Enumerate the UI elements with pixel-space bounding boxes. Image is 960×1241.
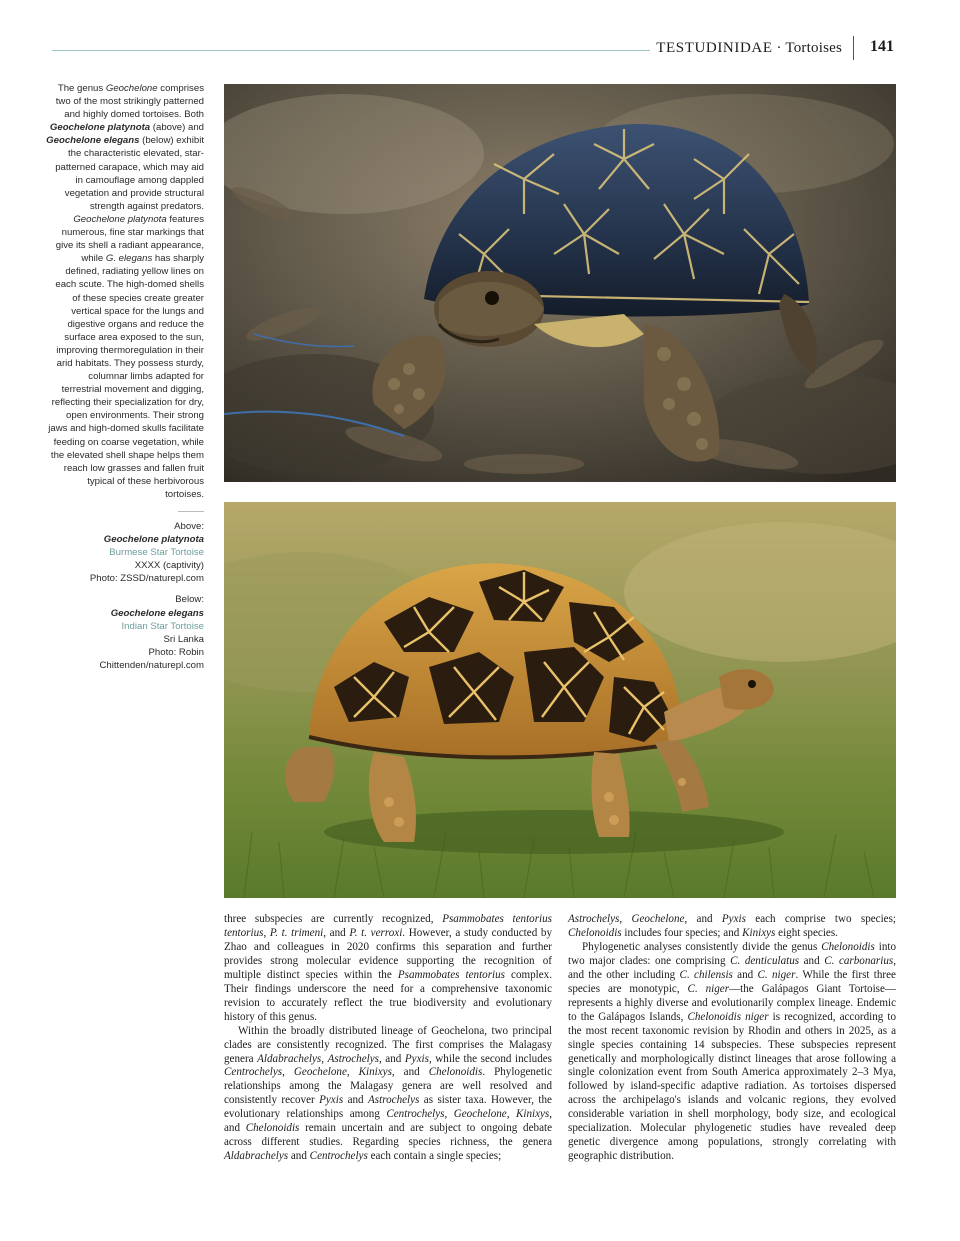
taxon-name: Kinixys xyxy=(515,1108,550,1121)
tortoise-illustration-bottom xyxy=(224,502,896,898)
taxon-name: Astrochelys xyxy=(568,913,620,925)
taxon-name: Geochelone xyxy=(105,83,158,94)
photo-burmese-star-tortoise xyxy=(224,84,896,482)
text-run: , and xyxy=(684,913,722,925)
text-run: , xyxy=(619,913,632,925)
taxon-name: Kinixys xyxy=(358,1066,392,1079)
text-run: , xyxy=(346,1066,359,1079)
taxon-name: Chelonoidis xyxy=(245,1122,300,1135)
taxon-name: Geochelone xyxy=(631,913,685,925)
taxon-name: Chelonoidis niger xyxy=(687,1010,769,1023)
text-run: remain uncertain and are subject to ongoing debate across different studies. Regarding species richness, the genera xyxy=(224,1122,553,1149)
taxon-name: Geochelone xyxy=(293,1066,347,1079)
taxon-name: Centrochelys xyxy=(224,1066,283,1079)
header-rule xyxy=(52,50,650,51)
credit-position: Below: xyxy=(175,594,204,606)
credit-photographer: Photo: ZSSD/naturepl.com xyxy=(89,573,204,585)
text-run: , xyxy=(321,1052,328,1065)
text-run: as sister taxa. However, the evolutionary relationships among xyxy=(224,1094,552,1121)
text-run: . While the first three species are monotypic, xyxy=(568,968,896,995)
credit-common-name: Burmese Star Tortoise xyxy=(109,547,204,559)
credit-above xyxy=(46,520,204,585)
taxon-name: C. niger xyxy=(757,968,796,981)
taxon-name: Geochelone platynota xyxy=(73,213,167,225)
text-run: , and xyxy=(323,926,350,939)
running-head-separator: · xyxy=(772,40,786,56)
text-run: , xyxy=(444,1108,454,1121)
taxon-name: Aldabrachelys xyxy=(257,1052,322,1065)
text-run: , and xyxy=(224,1108,553,1135)
text-run: three subspecies are currently recognized, xyxy=(224,913,443,925)
photo-caption-sidebar xyxy=(46,82,204,680)
text-run: , xyxy=(282,1066,294,1079)
credit-location: Sri Lanka xyxy=(163,633,204,645)
text-run: each contain a single species; xyxy=(367,1150,502,1163)
text-run: (below) exhibit the characteristic elevated, star-patterned carapace, which may aid in camouflage among dappled vegetation and provide structural strength against predators. xyxy=(55,135,204,212)
text-run: each comprise two species; xyxy=(745,913,896,925)
taxon-name: Centrochelys xyxy=(309,1150,368,1163)
text-run: , and xyxy=(391,1066,429,1079)
photo-indian-star-tortoise xyxy=(224,502,896,898)
credit-scientific-name: Geochelone platynota xyxy=(103,534,204,546)
taxon-name: Geochelone platynota xyxy=(49,122,151,134)
body-paragraph xyxy=(224,913,552,1025)
page-number: 141 xyxy=(870,38,894,55)
taxon-name: Pyxis xyxy=(319,1094,344,1107)
tortoise-illustration-top xyxy=(224,84,896,482)
taxon-name: C. chilensis xyxy=(679,968,733,981)
body-column-right xyxy=(568,913,896,1164)
running-head-section: TESTUDINIDAE xyxy=(656,40,773,56)
text-run: , while the second includes xyxy=(428,1052,552,1065)
text-run: —the Galápagos Giant Tortoise—represents a highly diverse and evolutionarily complex lineage. Endemic to the Galápagos Islands, xyxy=(568,982,897,1023)
taxon-name: Astrochelys xyxy=(368,1094,420,1107)
body-paragraph xyxy=(568,941,896,1164)
taxon-name: P. t. verroxi xyxy=(349,926,403,939)
text-run: includes four species; and xyxy=(621,926,743,939)
credit-position: Above: xyxy=(174,521,204,532)
taxon-name: C. denticulatus xyxy=(730,954,800,967)
text-run: features numerous, fine star markings that give its shell a radiant appearance, while xyxy=(55,213,204,265)
taxon-name: Geochelone xyxy=(453,1108,507,1121)
taxon-name: Psammobates tentorius tentorius xyxy=(224,913,552,939)
text-run: is recognized, according to the most recent taxonomic revision by Rhodin and others in 2025, as a single species containing 14 subspecies. These subspecies represent genetically and morphologically distinct lineages that arose following a single colonization event from South America approximately 2–3 Mya, followed by island-specific adaptive radiation. As tortoises dispersed across the archipelago's islands and volcanic regions, they evolved considerable variation in shell morphology, body size, and ecological specialization. Molecular phylogenetic studies have revealed deep genetic divergence among populations, strongly correlating with geographic distribution. xyxy=(568,1010,896,1163)
text-run: has sharply defined, radiating yellow lines on each scute. The high-domed shells of these species create greater vertical space for the lungs and digestive organs and reduce the surface area exposed to the sun, improving thermoregulation in their arid habitats. They possess sturdy, columnar limbs adapted for terrestrial movement and digging, reflecting their specialization for dry, open environments. Their strong jaws and high-domed skulls facilitate feeding on coarse vegetation, while the elevated shell shape helps them reach low grasses and fallen fruit typical of these herbivorous tortoises. xyxy=(48,253,204,500)
body-column-left xyxy=(224,913,552,1164)
text-run: and xyxy=(343,1094,369,1107)
taxon-name: Chelonoidis xyxy=(428,1066,483,1079)
taxon-name: Astrochelys xyxy=(327,1052,379,1065)
taxon-name: Psammobates tentorius xyxy=(397,968,505,981)
caption-text xyxy=(46,82,204,501)
taxon-name: G. elegans xyxy=(105,253,153,265)
text-run: Phylogenetic analyses consistently divide the genus xyxy=(582,940,822,953)
text-run: . Phylogenetic relationships among the Malagasy genera are well resolved and consistently recover xyxy=(224,1066,552,1107)
credit-location: XXXX (captivity) xyxy=(134,560,204,572)
taxon-name: Pyxis xyxy=(721,913,746,925)
taxon-name: Pyxis xyxy=(404,1052,429,1065)
taxon-name: Aldabrachelys xyxy=(224,1150,289,1163)
text-run: into two major clades: one comprising xyxy=(568,940,896,967)
text-run: comprises two of the most strikingly patterned and highly domed tortoises. Both xyxy=(55,83,204,121)
text-run: complex. Their findings underscore the need for a comprehensive taxonomic revision to accurately reflect the true biodiversity and evolutionary history of this genus. xyxy=(224,968,552,1023)
taxon-name: Kinixys xyxy=(742,926,776,939)
text-run: eight species. xyxy=(775,926,838,939)
header-divider xyxy=(853,36,854,60)
text-run: and xyxy=(799,954,825,967)
text-run: . However, a study conducted by Zhao and colleagues in 2020 confirms this separation and further provides strong molecular evidence supporting the recognition of multiple distinct species within the xyxy=(224,926,552,981)
taxon-name: C. carbonarius xyxy=(824,954,894,967)
text-run: and xyxy=(732,968,758,981)
taxon-name: C. niger xyxy=(687,982,730,995)
taxon-name: Chelonoidis xyxy=(568,926,622,939)
text-run: , xyxy=(263,926,270,939)
taxon-name: Centrochelys xyxy=(386,1108,445,1121)
body-paragraph xyxy=(224,1025,552,1165)
running-head-subsection: Tortoises xyxy=(785,40,842,56)
text-run: , xyxy=(506,1108,516,1121)
text-run: , and xyxy=(378,1052,405,1065)
text-run: Within the broadly distributed lineage of Geochelona, two principal clades are consistently recognized. The first comprises the Malagasy genera xyxy=(224,1024,552,1065)
credit-photographer: Photo: Robin Chittenden/naturepl.com xyxy=(99,646,204,671)
caption-divider xyxy=(178,511,204,512)
text-run: , and the other including xyxy=(568,954,896,981)
running-head xyxy=(656,40,842,57)
credit-scientific-name: Geochelone elegans xyxy=(110,607,204,619)
text-run: The genus xyxy=(57,83,106,94)
credit-common-name: Indian Star Tortoise xyxy=(121,620,204,632)
taxon-name: P. t. trimeni xyxy=(269,926,324,939)
taxon-name: Geochelone elegans xyxy=(46,135,140,147)
text-run: (above) and xyxy=(150,122,204,134)
credit-below xyxy=(46,593,204,672)
taxon-name: Chelonoidis xyxy=(821,940,875,953)
body-paragraph xyxy=(568,913,896,941)
text-run: and xyxy=(288,1150,310,1163)
